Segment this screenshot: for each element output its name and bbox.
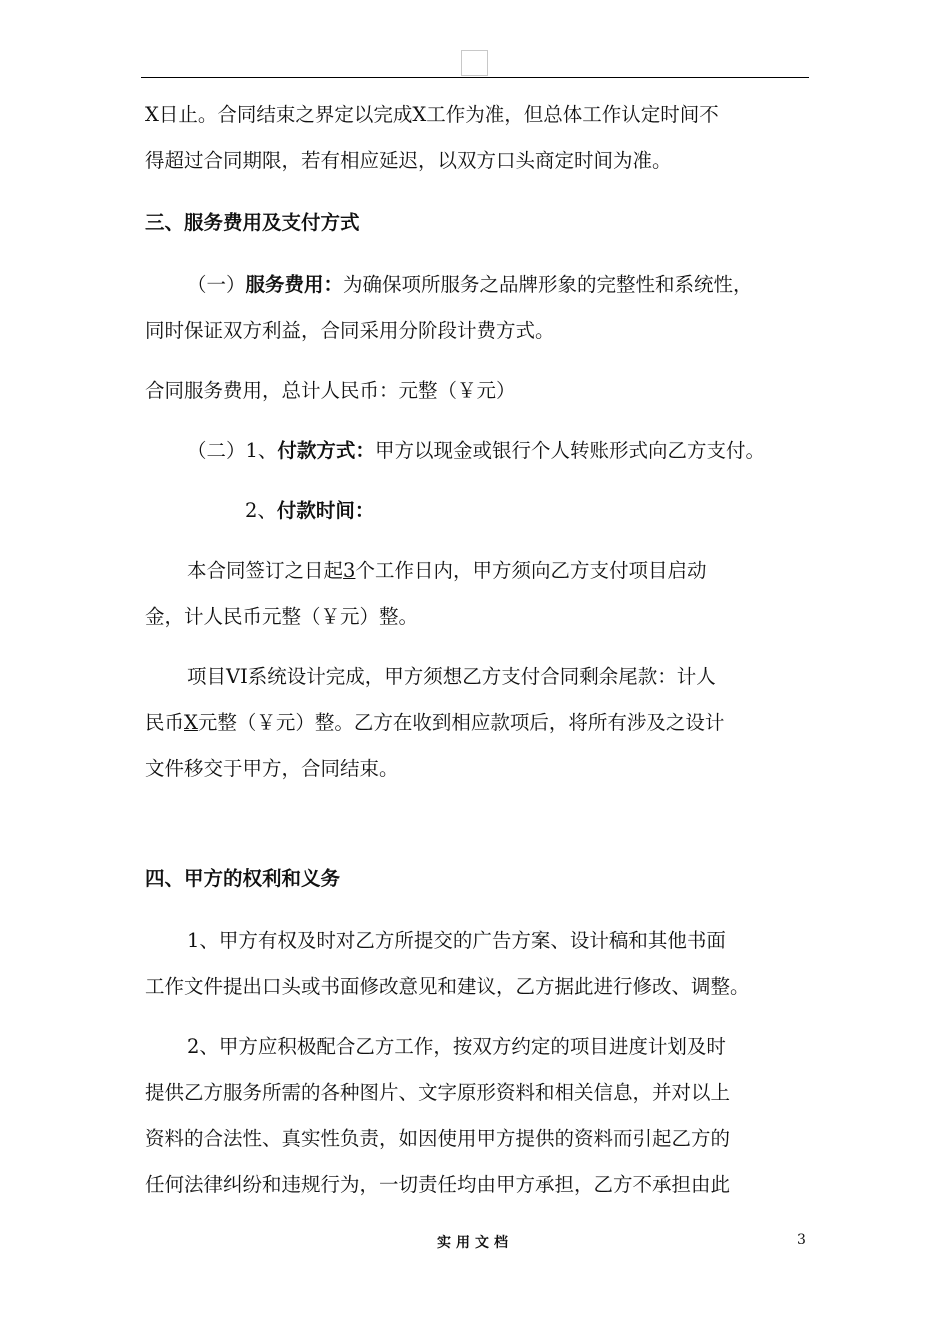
fee-label: 服务费用：	[245, 273, 344, 296]
right-1-line-1: 1、甲方有权及时对乙方所提交的广告方案、设计稿和其他书面	[187, 929, 726, 952]
fee-line-2: 同时保证双方利益，合同采用分阶段计费方式。	[145, 319, 555, 342]
pay-time-line	[145, 488, 810, 534]
pay-method-prefix: （二）1、	[187, 439, 278, 462]
final-text-a: 民币	[145, 711, 185, 734]
document-body	[145, 92, 810, 1208]
section-heading-3: 三、服务费用及支付方式	[145, 211, 360, 234]
right-1-line-2: 工作文件提出口头或书面修改意见和建议，乙方据此进行修改、调整。	[145, 975, 750, 998]
paragraph-line: X日止。合同结束之界定以完成X工作为准，但总体工作认定时间不	[145, 103, 719, 126]
pay-method-line	[145, 428, 810, 474]
footer-label: 实用文档	[437, 1235, 513, 1251]
pay-method-label: 付款方式：	[277, 439, 375, 462]
pay-time-prefix: 2、	[245, 499, 277, 522]
pay-method-text: 甲方以现金或银行个人转账形式向乙方支付。	[374, 439, 765, 462]
fee-text: 为确保项所服务之品牌形象的完整性和系统性，	[343, 273, 753, 296]
start-payment-line-1	[145, 548, 810, 594]
page-number: 3	[797, 1232, 806, 1248]
start-text-b: 个工作日内，甲方须向乙方支付项目启动	[355, 559, 707, 582]
final-amount-x: X	[184, 711, 198, 734]
total-fee-line: 合同服务费用，总计人民币：元整（￥元）	[145, 379, 516, 402]
right-2-line-1: 2、甲方应积极配合乙方工作，按双方约定的项目进度计划及时	[187, 1035, 726, 1058]
paragraph-line: 得超过合同期限，若有相应延迟，以双方口头商定时间为准。	[145, 149, 672, 172]
header-box	[461, 50, 488, 76]
start-days-number: 3	[343, 559, 356, 582]
section-heading-4: 四、甲方的权利和义务	[145, 867, 341, 890]
start-payment-line-2: 金，计人民币元整（￥元）整。	[145, 605, 419, 628]
final-payment-line-3: 文件移交于甲方，合同结束。	[145, 757, 399, 780]
pay-time-label: 付款时间：	[276, 499, 375, 522]
fee-prefix: （一）	[187, 273, 246, 296]
right-2-line-2: 提供乙方服务所需的各种图片、文字原形资料和相关信息，并对以上	[145, 1081, 731, 1104]
final-payment-line-1: 项目VI系统设计完成，甲方须想乙方支付合同剩余尾款：计人	[187, 665, 716, 688]
right-2-line-4: 任何法律纠纷和违规行为，一切责任均由甲方承担，乙方不承担由此	[145, 1173, 731, 1196]
header-rule	[141, 77, 809, 78]
right-2-line-3: 资料的合法性、真实性负责，如因使用甲方提供的资料而引起乙方的	[145, 1127, 731, 1150]
final-text-b: 元整（￥元）整。乙方在收到相应款项后，将所有涉及之设计	[197, 711, 725, 734]
fee-line-1	[145, 262, 810, 308]
final-payment-line-2	[145, 700, 810, 746]
start-text-a: 本合同签订之日起	[187, 559, 344, 582]
